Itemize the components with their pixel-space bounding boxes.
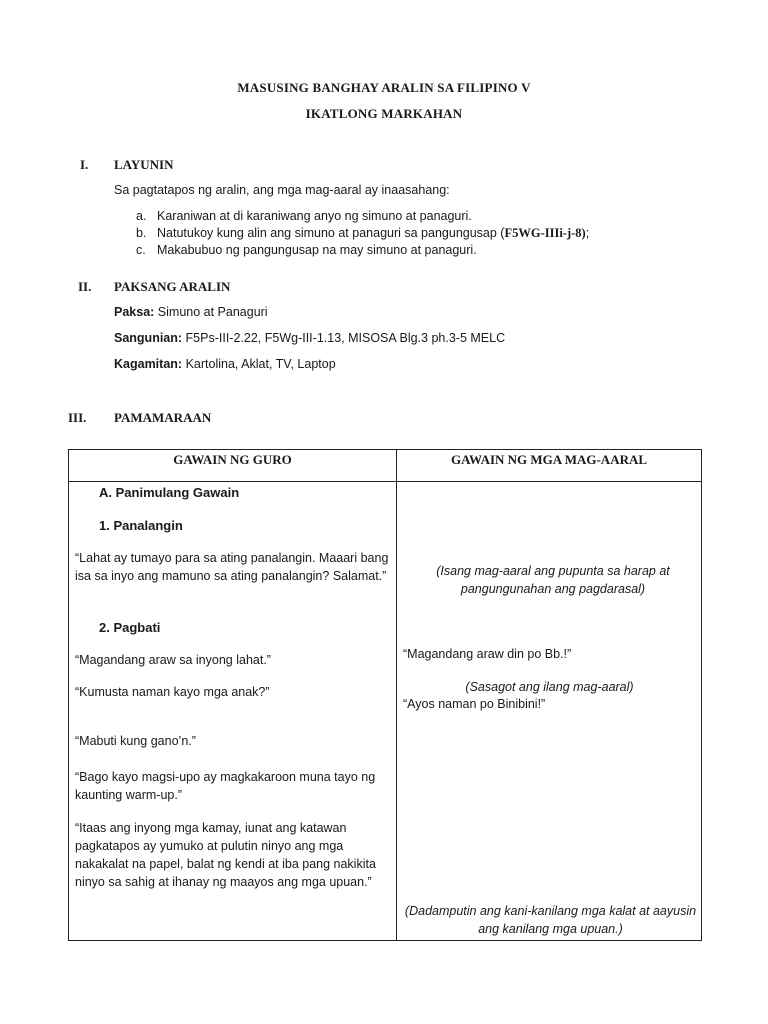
kagamitan-label: Kagamitan: [114,357,183,371]
student-activities-cell [397,482,702,941]
objectives-list [136,209,696,263]
list-text: Karaniwan at di karaniwang anyo ng simuno at panaguri. [157,209,472,223]
section-3-title: PAMAMARAAN [114,410,212,425]
student-greeting: “Magandang araw din po Bb.!” [403,647,572,661]
step-1-heading: 1. Panalangin [99,518,183,533]
sangunian-label: Sangunian: [114,331,183,345]
kagamitan-line [114,357,336,371]
section-3-number: III. [68,410,87,425]
teacher-prayer-text: “Lahat ay tumayo para sa ating panalangin. Maaari bang isa sa inyo ang mamuno sa ating panalangin? Salamat.” [75,551,389,583]
section-1-title: LAYUNIN [114,157,174,172]
document-title: MASUSING BANGHAY ARALIN SA FILIPINO V [237,80,531,95]
paksa-value: Simuno at Panaguri [157,305,268,319]
competency-code: F5WG-IIIi-j-8) [504,226,586,240]
document-subtitle: IKATLONG MARKAHAN [305,106,463,121]
teacher-warmup-text: “Bago kayo magsi-upo ay magkakaroon muna tayo ng kaunting warm-up.” [75,770,376,802]
list-marker: a. [136,209,147,223]
list-text-suffix: ; [585,226,590,240]
list-marker: c. [136,243,146,257]
teacher-instruction-text: “Itaas ang inyong mga kamay, iunat ang katawan pagkatapos ay yumuko at pulutin ninyo ang mga nakakalat na papel, balat ng kendi at iba pang nakikita ninyo sa sahig at ihanay ng maayos ang mga upuan.” [75,821,376,889]
student-response-note: (Sasagot ang ilang mag-aaral) [465,680,634,694]
section-2-number: II. [78,279,92,294]
list-item [136,243,696,261]
section-1-intro: Sa pagtatapos ng aralin, ang mga mag-aaral ay inaasahang: [114,183,450,197]
section-2-title: PAKSANG ARALIN [114,279,231,294]
teacher-greeting-2: “Kumusta naman kayo mga anak?” [75,685,270,699]
teacher-column-header: GAWAIN NG GURO [69,450,397,482]
list-text-with-code [157,226,589,241]
step-2-heading: 2. Pagbati [99,620,161,635]
kagamitan-value: Kartolina, Aklat, TV, Laptop [185,357,336,371]
procedure-table [68,449,702,941]
list-text: Natutukoy kung alin ang simuno at panaguri sa pangungusap ( [157,226,505,240]
table-row [69,482,702,941]
section-1-number: I. [80,157,89,172]
list-marker: b. [136,226,147,240]
student-column-header: GAWAIN NG MGA MAG-AARAL [397,450,702,482]
sangunian-line [114,331,505,345]
student-answer: “Ayos naman po Binibini!” [403,697,546,711]
part-a-heading: A. Panimulang Gawain [99,485,240,500]
paksa-line [114,305,268,319]
table-header-row [69,450,702,482]
teacher-greeting-1: “Magandang araw sa inyong lahat.” [75,653,271,667]
paksa-label: Paksa: [114,305,155,319]
list-item [136,226,696,244]
teacher-greeting-3: “Mabuti kung gano’n.” [75,734,196,748]
sangunian-value: F5Ps-III-2.22, F5Wg-III-1.13, MISOSA Blg.3 ph.3-5 MELC [185,331,506,345]
student-prayer-note: (Isang mag-aaral ang pupunta sa harap at pangungunahan ang pagdarasal) [436,564,670,596]
student-cleanup-note: (Dadamputin ang kani-kanilang mga kalat at aayusin ang kanilang mga upuan.) [404,904,697,936]
teacher-activities-cell [69,482,397,941]
list-text: Makabubuo ng pangungusap na may simuno at panaguri. [157,243,477,257]
list-item [136,209,696,227]
